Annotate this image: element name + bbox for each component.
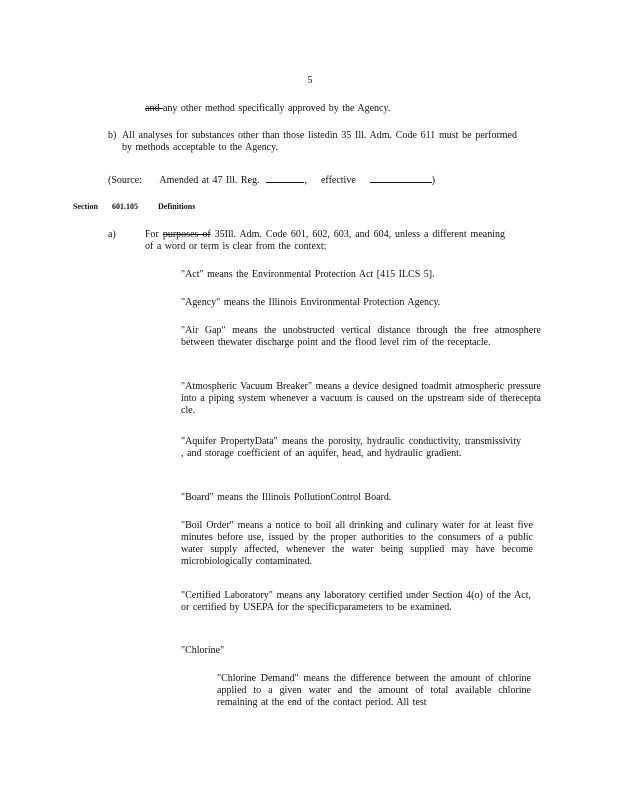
- definition-act: "Act" means the Environmental Protection Act [415 ILCS 5].: [181, 269, 435, 280]
- struck-text: and: [145, 103, 163, 114]
- section-title: Definitions: [158, 202, 196, 211]
- definition-atmospheric-vacuum-breaker: "Atmospheric Vacuum Breaker" means a device designed toadmit atmospheric pressure into a piping system whenever a vacuum is caused on the upstream side of therecepta cle.: [181, 381, 541, 416]
- definition-air-gap: "Air Gap" means the unobstructed vertical distance through the free atmosphere between thewater discharge point and the flood level rim of the receptacle.: [181, 325, 541, 348]
- reg-page-blank: [266, 172, 304, 183]
- source-amended: Amended at 47 Ill. Reg.: [159, 175, 260, 186]
- source-comma: ,: [304, 175, 307, 186]
- source-open: (Source:: [108, 175, 142, 186]
- definition-chlorine: "Chlorine": [181, 645, 225, 656]
- item-a-for: For: [145, 229, 163, 240]
- page-number: 5: [307, 75, 313, 86]
- source-effective: effective: [320, 175, 356, 186]
- intro-text: any other method specifically approved by the Agency.: [162, 103, 391, 114]
- item-a-label: a): [108, 229, 116, 240]
- item-a-text: [145, 229, 505, 253]
- section-label: Section: [73, 202, 98, 211]
- intro-line: [145, 103, 485, 115]
- item-a-body: 35Ill. Adm. Code 601, 602, 603, and 604, unless a different meaning of a word or term is clear from the context:: [145, 229, 505, 252]
- definition-certified-laboratory: "Certified Laboratory" means any laboratory certified under Section 4(o) of the Act, or certified by USEPA for the specificparameters to be examined.: [181, 590, 531, 613]
- definition-chlorine-demand: "Chlorine Demand" means the difference between the amount of chlorine applied to a given water and the amount of total available chlorine remaining at the end of the contact period. All test: [217, 673, 531, 708]
- item-b-label: b): [108, 130, 117, 141]
- item-b-text: All analyses for substances other than those listedin 35 Ill. Adm. Code 611 must be performed by methods acceptable to the Agency.: [122, 130, 517, 153]
- definition-boil-order: "Boil Order" means a notice to boil all drinking and culinary water for at least five minutes before use, issued by the proper authorities to the consumers of a public water supply affected, whenever the water being supplied may have become microbiologically contaminated.: [181, 520, 533, 567]
- section-number: 601.105: [112, 202, 138, 211]
- definition-aquifer-property-data: "Aquifer PropertyData" means the porosity, hydraulic conductivity, transmissivity , and storage coefficient of an aquifer, head, and hydraulic gradient.: [181, 436, 521, 459]
- definition-board: "Board" means the Illinois PollutionControl Board.: [181, 492, 392, 503]
- struck-text: purposes of: [162, 229, 211, 240]
- source-close: ): [431, 175, 436, 186]
- effective-date-blank: [370, 172, 432, 183]
- source-note: [108, 172, 448, 187]
- definition-agency: "Agency" means the Illinois Environmental Protection Agency.: [181, 297, 441, 308]
